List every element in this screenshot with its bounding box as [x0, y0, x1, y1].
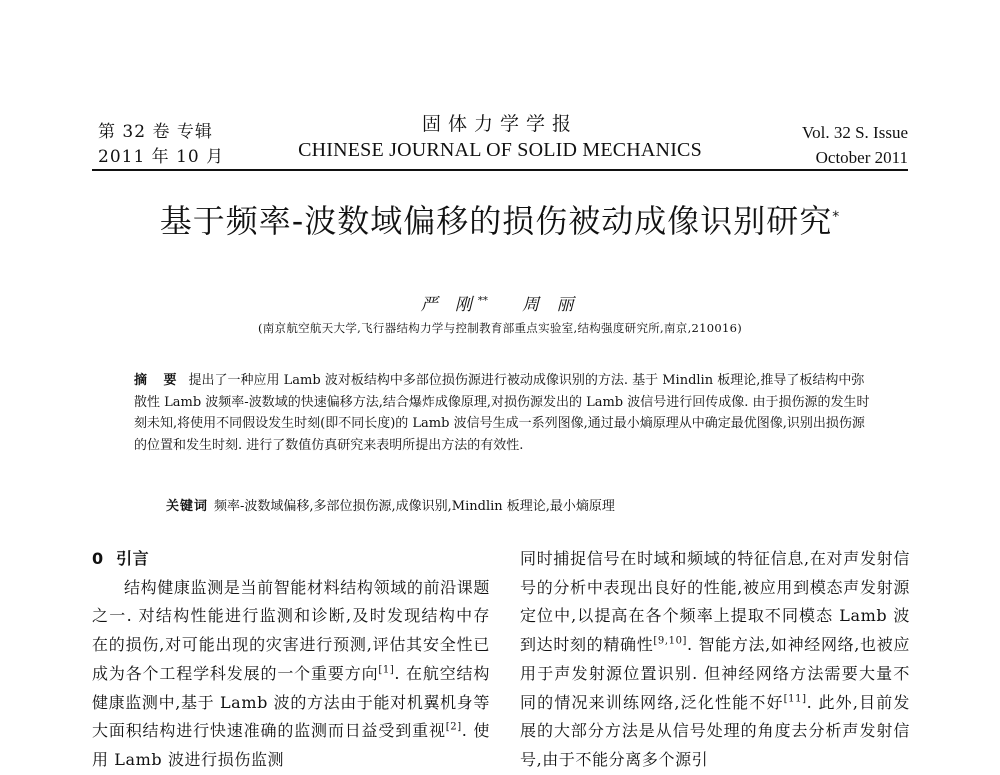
- authors: [100, 290, 900, 315]
- title-footnote-mark: *: [832, 209, 841, 225]
- citation-ref: [9,10]: [653, 635, 688, 647]
- intro-text-5: . 智能方法,如神经网络,也被应用于声发射源位置识别. 但神经网络方法需要大量不同的情况来训练网络,泛化性能不好: [520, 635, 910, 712]
- intro-paragraph: [92, 574, 490, 775]
- keywords-text: 频率-波数域偏移,多部位损伤源,成像识别,Mindlin 板理论,最小熵原理: [214, 499, 615, 514]
- header-date-cn: 2011 年 10 月: [98, 147, 225, 167]
- section-title: 引言: [116, 549, 150, 568]
- header-issue-info: [740, 120, 908, 170]
- header-rule: [92, 169, 908, 171]
- intro-text-3: . 使用 Lamb 波进行损伤监测: [92, 721, 490, 769]
- citation-ref: [2]: [445, 721, 462, 733]
- section-heading: [92, 545, 490, 574]
- paper-title-text: 基于频率-波数域偏移的损伤被动成像识别研究: [159, 202, 833, 240]
- author-1: 严 刚: [420, 295, 478, 315]
- citation-ref: [11]: [783, 693, 807, 705]
- abstract: [134, 370, 874, 456]
- citation-ref: [1]: [378, 664, 395, 676]
- affiliation: (南京航空航天大学,飞行器结构力学与控制教育部重点实验室,结构强度研究所,南京,210016): [257, 321, 743, 335]
- header-vol-en: Vol. 32 S. Issue: [802, 123, 908, 142]
- body-column-right: [520, 545, 910, 775]
- intro-text-2: . 在航空结构健康监测中,基于 Lamb 波的方法由于能对机翼机身等大面积结构进行快速准确的监测而日益受到重视: [92, 663, 491, 741]
- section-number: 0: [92, 549, 104, 568]
- header-date-en: October 2011: [815, 148, 908, 167]
- keywords: [166, 497, 886, 517]
- keywords-label: 关键词: [166, 499, 209, 514]
- author-1-mark: **: [477, 295, 488, 307]
- author-2: 周 丽: [522, 295, 580, 315]
- journal-name-en: CHINESE JOURNAL OF SOLID MECHANICS: [298, 139, 702, 161]
- intro-text-4: 同时捕捉信号在时域和频域的特征信息,在对声发射信号的分析中表现出良好的性能,被应用到模态声发射源定位中,以提高在各个频率上提取不同模态 Lamb 波到达时刻的精确性: [520, 549, 910, 655]
- header-volume-info: [98, 120, 224, 170]
- journal-name-cn: 固体力学学报: [421, 113, 578, 135]
- intro-text-1: 结构健康监测是当前智能材料结构领域的前沿课题之一. 对结构性能进行监测和诊断,及时发现结构中存在的损伤,对可能出现的灾害进行预测,评估其安全性已成为各个工程学科发展的一个重要方向: [92, 577, 490, 683]
- header-journal: [270, 112, 730, 164]
- body-column-left: [92, 545, 490, 775]
- abstract-label: 摘 要: [134, 373, 183, 388]
- intro-paragraph-continued: [520, 545, 910, 775]
- abstract-text: 提出了一种应用 Lamb 波对板结构中多部位损伤源进行被动成像识别的方法. 基于 Mindlin 板理论,推导了板结构中弥散性 Lamb 波频率-波数域的快速偏移方法,结合爆炸成像原理,对损伤源发出的 Lamb 波信号进行回传成像. 由于损伤源的发生时刻未知,将使用不同假设发生时刻(即不同长度)的 Lamb 波信号生成一系列图像,通过最小熵原理从中确定最优图像,识别出损伤源的位置和发生时刻. 进行了数值仿真研究来表明所提出方法的有效性.: [134, 373, 870, 453]
- paper-title: [100, 198, 900, 244]
- header-volume: 第 32 卷 专辑: [98, 122, 213, 142]
- intro-text-6: . 此外,目前发展的大部分方法是从信号处理的角度去分析声发射信号,由于不能分离多个源引: [520, 692, 910, 769]
